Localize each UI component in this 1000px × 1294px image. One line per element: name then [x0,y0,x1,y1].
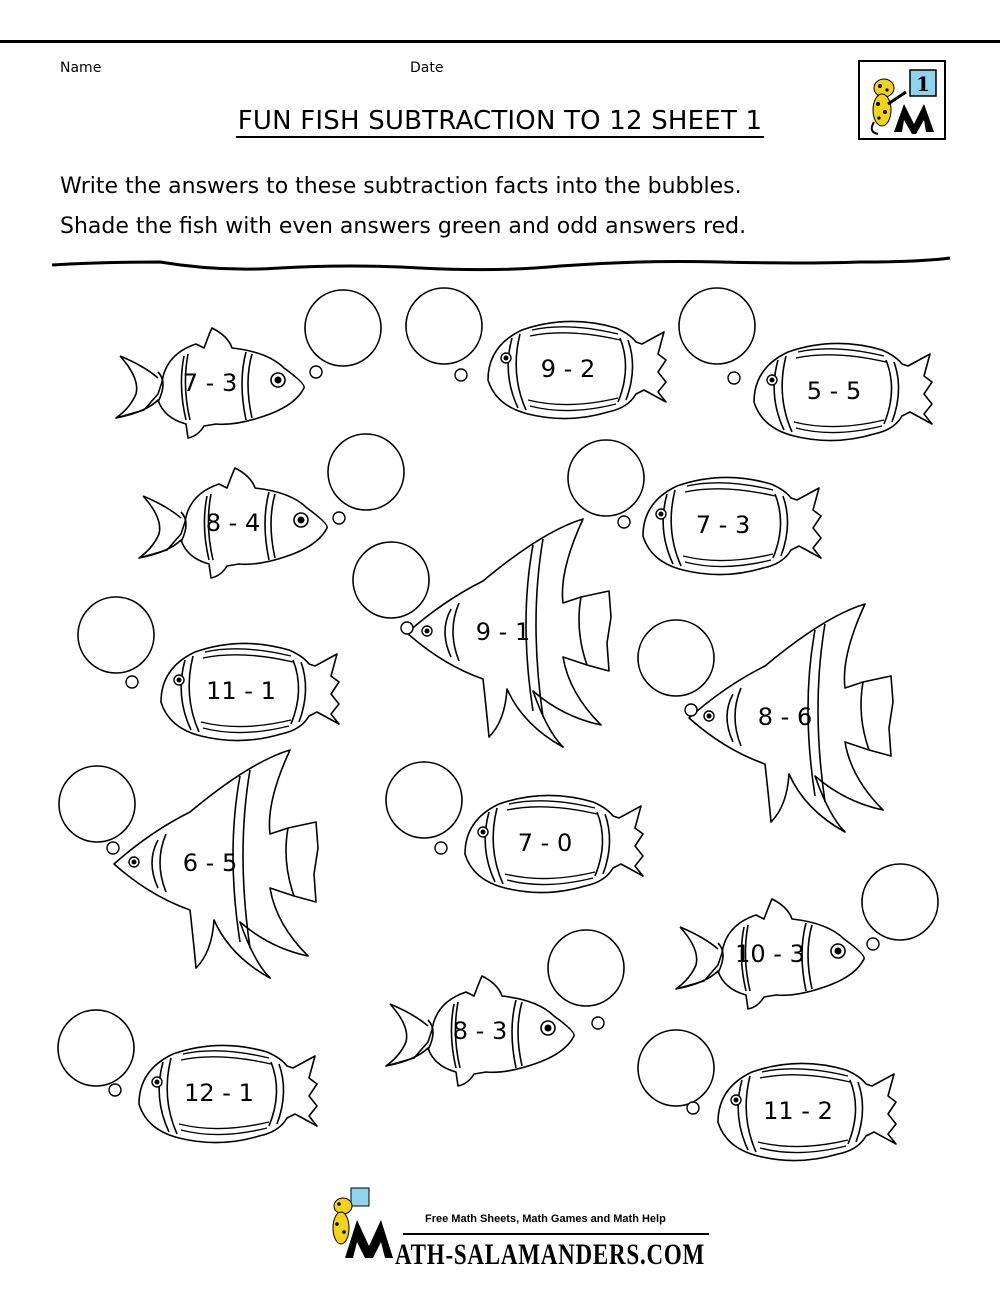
fish-5 [568,440,821,575]
answer-bubble[interactable] [406,288,482,364]
small-bubble [126,676,138,688]
fish-13 [58,1010,317,1143]
small-bubble [687,1102,699,1114]
answer-bubble[interactable] [78,597,154,673]
instruction-line-1: Write the answers to these subtraction facts into the bubbles. [60,174,742,199]
subtraction-fact: 7 - 0 [517,829,573,857]
small-bubble [867,938,879,950]
instruction-line-2: Shade the fish with even answers green and odd answers red. [60,214,747,239]
small-bubble [728,372,740,384]
fish-11 [676,864,938,1009]
answer-bubble[interactable] [638,620,714,696]
subtraction-fact: 10 - 3 [735,940,805,968]
footer-tagline: Free Math Sheets, Math Games and Math Help [425,1213,666,1225]
fish-12 [386,930,624,1086]
footer-site[interactable]: ATH-SALAMANDERS.COM [395,1238,705,1271]
name-label: Name [60,60,102,76]
small-bubble [107,842,119,854]
small-bubble [333,512,345,524]
small-bubble [435,842,447,854]
fish-8 [638,604,893,832]
answer-bubble[interactable] [548,930,624,1006]
answer-bubble[interactable] [59,766,135,842]
subtraction-fact: 8 - 6 [757,703,813,731]
answer-bubble[interactable] [328,434,404,510]
answer-bubble[interactable] [305,290,381,366]
subtraction-fact: 9 - 1 [475,618,531,646]
fish-7 [78,597,339,741]
small-bubble [592,1017,604,1029]
answer-bubble[interactable] [386,762,462,838]
footer-m-icon [345,1220,393,1258]
fish-3 [679,288,932,441]
fish-1 [116,290,381,438]
subtraction-fact: 8 - 3 [452,1017,508,1045]
answer-bubble[interactable] [568,440,644,516]
small-bubble [109,1084,121,1096]
fish-14 [638,1030,896,1161]
subtraction-fact: 6 - 5 [182,849,238,877]
small-bubble [685,704,697,716]
subtraction-fact: 12 - 1 [184,1079,254,1107]
fish-9 [59,750,318,978]
small-bubble [401,622,413,634]
subtraction-fact: 5 - 5 [806,377,862,405]
logo-badge-number: 1 [916,72,930,96]
subtraction-fact: 7 - 3 [695,511,751,539]
subtraction-fact: 9 - 2 [540,355,596,383]
small-bubble [455,369,467,381]
date-label: Date [410,60,444,76]
answer-bubble[interactable] [862,864,938,940]
subtraction-fact: 7 - 3 [182,369,238,397]
answer-bubble[interactable] [638,1030,714,1106]
fish-6 [353,519,611,747]
answer-bubble[interactable] [679,288,755,364]
answer-bubble[interactable] [353,542,429,618]
answer-bubble[interactable] [58,1010,134,1086]
title-text: FUN FISH SUBTRACTION TO 12 SHEET 1 [237,106,763,136]
wave-divider [52,258,950,270]
fish-2 [406,288,666,419]
subtraction-fact: 11 - 1 [206,677,276,705]
subtraction-fact: 8 - 4 [205,509,261,537]
fish-10 [386,762,643,893]
small-bubble [618,516,630,528]
small-bubble [310,366,322,378]
subtraction-fact: 11 - 2 [763,1097,833,1125]
footer-logo [323,1178,715,1271]
